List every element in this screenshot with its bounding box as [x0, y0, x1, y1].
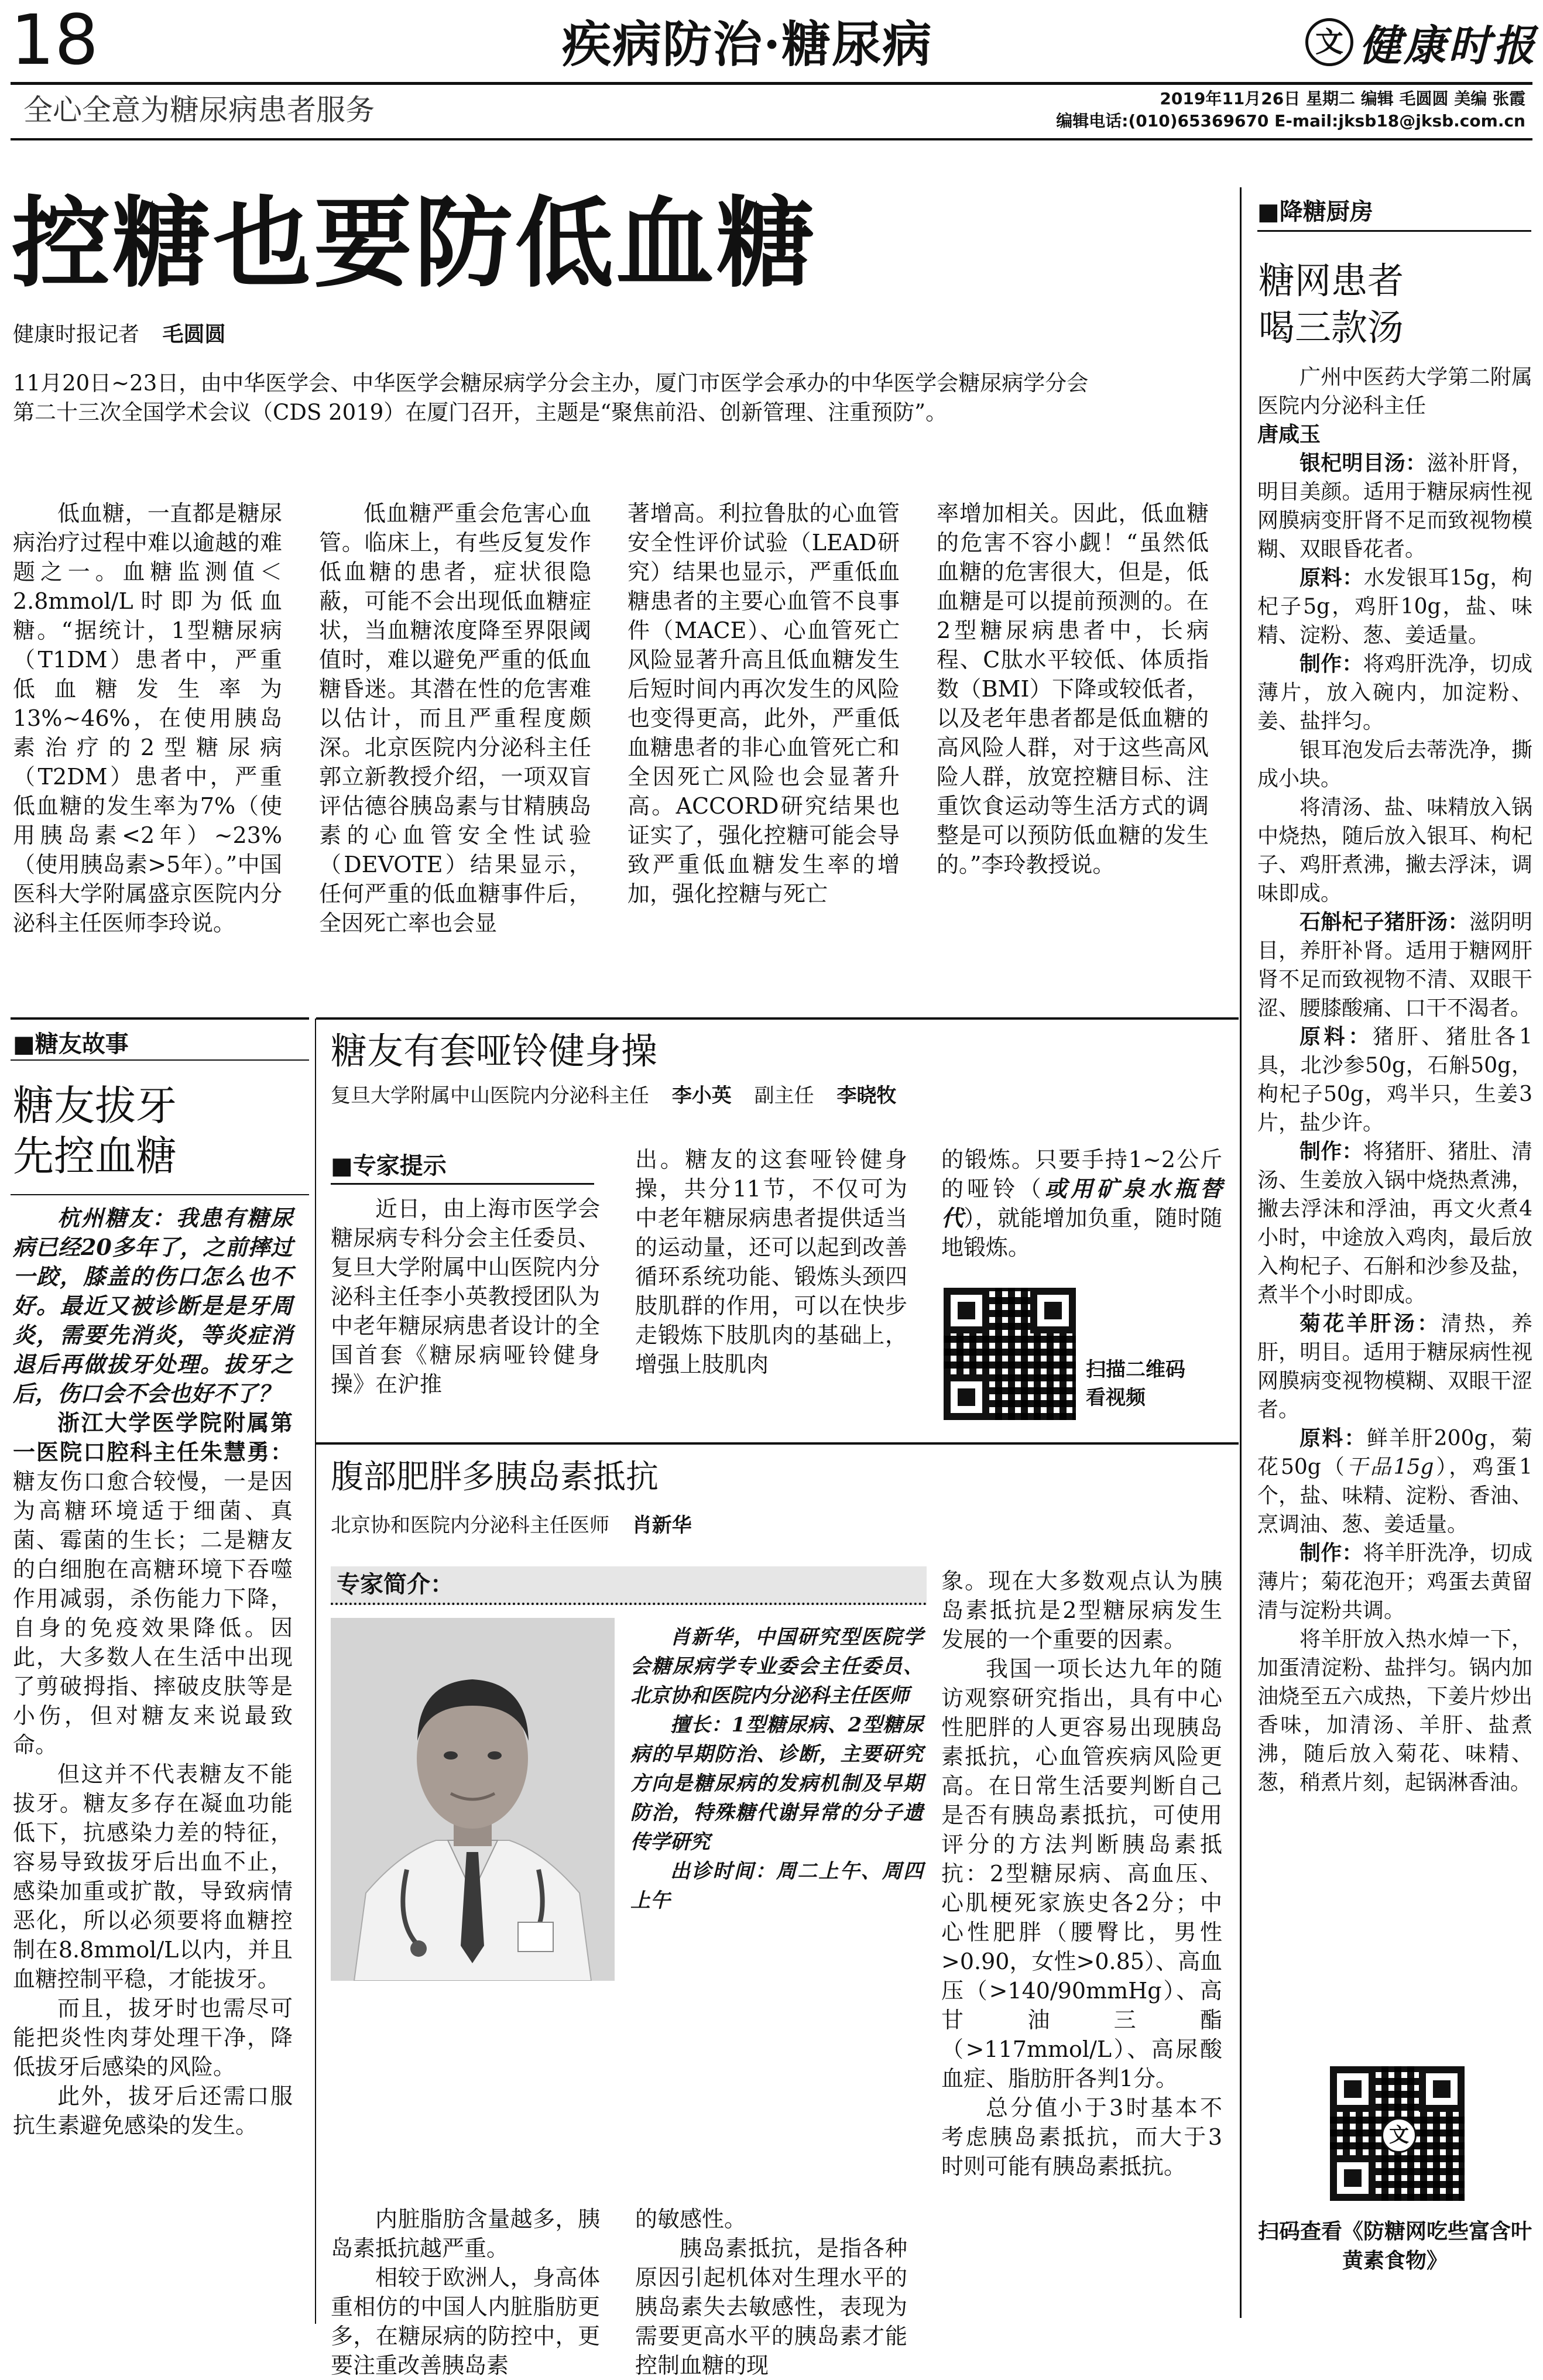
recipe-2-desc: 滋阴明目，养肝补肾。适用于糖网肝肾不足而致视物不清、双眼干涩、腰膝酸痛、口干不渴者。: [1257, 910, 1532, 1020]
story-rule-top: [11, 1017, 309, 1020]
story-p2: 但这并不代表糖友不能拔牙。糖友多存在凝血功能低下，抗感染力差的特征，容易导致拔牙后出血不止，感染加重或扩散，导致病情恶化，所以必须要将血糖控制在8.8mmol/L以内，并且血糖控制平稳，才能拔牙。: [13, 1761, 293, 1992]
byline-prefix: 健康时报记者: [13, 323, 140, 347]
recipe-1-name: 银杞明目汤：: [1299, 451, 1427, 475]
dumbbell-col-3-a: 的锻炼。只要手持1~2公斤的哑铃（: [941, 1147, 1222, 1202]
editor-contact: 编辑电话:(010)65369670 E-mail:jksb18@jksb.com.cn: [1056, 111, 1525, 131]
main-col-1: [13, 499, 282, 938]
logo-text: 健康时报: [1359, 20, 1538, 70]
dumbbell-col-2: [635, 1145, 907, 1379]
video-qr-code[interactable]: [944, 1288, 1076, 1420]
main-col-2-text: 低血糖严重会危害心血管。临床上，有些反复发作低血糖的患者，症状很隐蔽，可能不会出现低血糖症状，当血糖浓度降至界限阈值时，难以避免严重的低血糖昏迷。其潜在性的危害难以估计，而且严重程度颇深。北京医院内分泌科主任郭立新教授介绍，一项双盲评估德谷胰岛素与甘精胰岛素的心血管安全性试验（DEVOTE）结果显示，任何严重的低血糖事件后，全因死亡率也会显: [319, 500, 591, 936]
obesity-c2-p2: 胰岛素抵抗，是指各种原因引起机体对生理水平的胰岛素失去敏感性，表现为需要更高水平的胰岛素才能控制血糖的现: [635, 2235, 907, 2378]
recipe-qr-code[interactable]: [1330, 2066, 1465, 2201]
recipe-1-method-3: 将清汤、盐、味精放入锅中烧热，随后放入银耳、枸杞子、鸡肝煮沸，撇去浮沫，调味即成。: [1257, 795, 1532, 906]
expert-hours-label: 出诊时间：: [670, 1860, 776, 1883]
qr-finder-bl: [944, 1374, 989, 1420]
story-title: [13, 1081, 177, 1181]
expert-tip-text: 专家提示: [352, 1153, 447, 1179]
dumbbell-col-3-b: ），就能增加负重，随时随地锻炼。: [941, 1205, 1222, 1260]
dumbbell-col-3: [941, 1145, 1222, 1262]
obesity-c3-p1: 象。现在大多数观点认为胰岛素抵抗是2型糖尿病发生发展的一个重要的因素。: [941, 1568, 1222, 1652]
recipes-title: [1259, 258, 1404, 351]
recipe-2-name: 石斛杞子猪肝汤：: [1299, 910, 1469, 934]
expert-hours: [630, 1857, 923, 1915]
recipe-3-ing-italic: 干品15g: [1346, 1455, 1434, 1479]
qr-center-logo: 文: [1381, 2118, 1417, 2153]
story-title-line-1: 糖友拔牙: [13, 1082, 177, 1130]
dumbbell-headline: 糖友有套哑铃健身操: [331, 1030, 658, 1072]
right-column-rule: [1240, 187, 1242, 2318]
recipe-3-ingredients: [1257, 1424, 1532, 1539]
main-col-1-text: 低血糖，一直都是糖尿病治疗过程中难以逾越的难题之一。血糖监测值＜2.8mmol/L时即为低血糖。“据统计，1型糖尿病（T1DM）患者中，严重低血糖发生率为13%~46%，在使用胰岛素治疗的2型糖尿病（T2DM）患者中，严重低血糖的发生率为7%（使用胰岛素<2年）~23%（使用胰岛素>5年）。”中国医科大学附属盛京医院内分泌科主任医师李玲说。: [13, 500, 282, 936]
obesity-rule-top: [316, 1442, 1239, 1445]
story-label: [13, 1026, 129, 1059]
recipe-1-intro: [1257, 449, 1532, 564]
recipes-label-marker: ■: [1257, 198, 1280, 225]
recipe-3-method-text: 将羊肝洗净，切成薄片；菊花泡开；鸡蛋去黄留清与淀粉共调。: [1257, 1541, 1532, 1623]
recipe-1-ing-label: 原料：: [1299, 566, 1364, 590]
doctor-portrait-icon: [331, 1618, 615, 1981]
expert-bio-label: 专家简介：: [331, 1566, 927, 1605]
story-body: [13, 1203, 293, 2140]
recipe-3-ing-b: ），鸡蛋1个，盐、味精、淀粉、香油、烹调油、葱、姜适量。: [1257, 1455, 1532, 1537]
header-rule-bottom: [11, 138, 1532, 140]
dumbbell-byline-name2: 李晓牧: [836, 1084, 897, 1107]
obesity-col-2: [635, 2204, 907, 2380]
recipe-3-method: [1257, 1539, 1532, 1625]
recipes-title-line-2: 喝三款汤: [1259, 306, 1404, 349]
expert-hours-text: 周二上午、周四上午: [630, 1860, 924, 1912]
recipe-3-ing-label: 原料：: [1299, 1426, 1367, 1450]
expert-bio-box: [331, 1566, 927, 2181]
recipes-title-line-1: 糖网患者: [1259, 259, 1404, 302]
recipe-qr-caption: 扫码查看《防糖网吃些富含叶黄素食物》: [1257, 2220, 1532, 2273]
main-col-4: [937, 499, 1209, 879]
recipe-3-method-label: 制作：: [1299, 1541, 1363, 1565]
recipe-2-ingredients: [1257, 1023, 1532, 1137]
recipe-3-desc: 清热，养肝，明目。适用于糖尿病性视网膜病变视物模糊、双眼干涩者。: [1257, 1312, 1532, 1422]
obesity-byline-name: 肖新华: [632, 1514, 692, 1537]
expert-bio-text: [630, 1623, 923, 1915]
story-p4: 此外，拔牙后还需口服抗生素避免感染的发生。: [13, 2083, 293, 2138]
recipes-author-name: 唐咸玉: [1257, 423, 1321, 447]
main-col-3-text: 著增高。利拉鲁肽的心血管安全性评价试验（LEAD研究）结果也显示，严重低血糖患者的主要心血管不良事件（MACE）、心血管死亡风险显著升高且低血糖发生后短时间内再次发生的风险也变得更高，此外，严重低血糖患者的非心血管死亡和全因死亡风险也会显著升高。ACCORD研究结果也证实了，强化控糖可能会导致严重低血糖发生率的增加，强化控糖与死亡: [628, 500, 900, 907]
story-answerer: [13, 1408, 293, 1760]
obesity-c1-p1: 内脏脂肪含量越多，胰岛素抵抗越严重。: [331, 2206, 600, 2261]
main-col-4-text: 率增加相关。因此，低血糖的危害不容小觑！“虽然低血糖的危害很大，但是，低血糖是可以提前预测的。在2型糖尿病患者中，长病程、C肽水平较低、体质指数（BMI）下降或较低者，以及老年患者都是低血糖的高风险人群，对于这些高风险人群，放宽控糖目标、注重饮食运动等生活方式的调整是可以预防低血糖的发生的。”李玲教授说。: [937, 500, 1209, 877]
expert-photo: [331, 1618, 615, 1981]
recipe-1-method-2: 银耳泡发后去蒂洗净，撕成小块。: [1257, 738, 1532, 791]
qr-finder-tr: [1030, 1288, 1076, 1333]
story-label-text: 糖友故事: [35, 1031, 129, 1058]
page-number: 18: [11, 0, 99, 80]
story-answerer-text: 浙江大学医学院附属第一医院口腔科主任朱慧勇：: [13, 1410, 293, 1465]
obesity-c3-p3: 总分值小于3时基本不考虑胰岛素抵抗，而大于3时则可能有胰岛素抵抗。: [941, 2095, 1222, 2179]
date-editors: 2019年11月26日 星期二 编辑 毛圆圆 美编 张霞: [1160, 89, 1525, 108]
main-col-2: [319, 499, 591, 938]
logo-mark: 文: [1305, 18, 1353, 66]
header-rule-top: [11, 82, 1532, 85]
recipe-1-ingredients: [1257, 564, 1532, 650]
obesity-col-3: [941, 1566, 1222, 2181]
recipe-1-method-text: 将鸡肝洗净，切成薄片，放入碗内，加淀粉、姜、盐拌匀。: [1257, 652, 1532, 733]
dumbbell-col-1: [331, 1194, 600, 1399]
recipe-3-intro: [1257, 1309, 1532, 1424]
obesity-col-1: [331, 2204, 600, 2380]
recipes-author-org: 广州中医药大学第二附属医院内分泌科主任: [1257, 365, 1532, 418]
masthead-logo: [1305, 13, 1537, 71]
recipes-label: [1257, 193, 1531, 232]
dumbbell-col-2-text: 出。糖友的这套哑铃健身操，共分11节，不仅可为中老年糖尿病患者提供适当的运动量，还可以起到改善循环系统功能、锻炼头颈四肢肌群的作用，可以在快步走锻炼下肢肌肉的基础上，增强上肢肌肉: [635, 1147, 907, 1377]
qr-finder-bl-2: [1330, 2155, 1376, 2201]
dumbbell-byline-title2: 副主任: [754, 1084, 814, 1107]
recipe-2-method-label: 制作：: [1299, 1140, 1363, 1164]
story-rule-label: [11, 1059, 309, 1061]
qr-finder-tr-2: [1419, 2066, 1465, 2112]
story-label-marker: ■: [13, 1031, 35, 1058]
dumbbell-rule-top: [316, 1017, 1239, 1020]
dumbbell-byline-org: 复旦大学附属中山医院内分泌科主任: [331, 1084, 649, 1107]
dumbbell-col-3-italic: 或用矿泉水瓶替代: [941, 1175, 1222, 1231]
qr-finder-tl-2: [1330, 2066, 1376, 2112]
expert-tip-label: [331, 1147, 594, 1185]
obesity-byline-org: 北京协和医院内分泌科主任医师: [331, 1514, 609, 1537]
qr-finder-tl: [944, 1288, 989, 1333]
dumbbell-byline: [331, 1083, 896, 1109]
recipe-1-method-label: 制作：: [1299, 652, 1363, 676]
byline-name: 毛圆圆: [162, 322, 226, 347]
story-p3: 而且，拔牙时也需尽可能把炎性肉芽处理干净，降低拔牙后感染的风险。: [13, 1995, 293, 2080]
recipe-2-intro: [1257, 908, 1532, 1023]
recipe-2-method-text: 将猪肝、猪肚、清汤、生姜放入锅中烧热煮沸，撇去浮沫和浮油，再文火煮4小时，中途放入鸡肉，最后放入枸杞子、石斛和沙参及盐，煮半个小时即成。: [1257, 1140, 1532, 1307]
recipe-1-desc: 滋补肝肾，明目美颜。适用于糖尿病性视网膜病变肝肾不足而致视物模糊、双眼昏花者。: [1257, 451, 1532, 561]
recipe-3-name: 菊花羊肝汤：: [1299, 1312, 1441, 1336]
dumbbell-col-3-text: [941, 1145, 1222, 1262]
story-rule-title: [11, 1194, 309, 1195]
story-question: 杭州糖友：我患有糖尿病已经20多年了，之前摔过一跤，膝盖的伤口怎么也不好。最近又被诊断是是牙周炎，需要先消炎，等炎症消退后再做拔牙处理。拔牙之后，伤口会不会也好不了？: [13, 1205, 293, 1407]
obesity-c1-p2: 相较于欧洲人，身高体重相仿的中国人内脏脂肪更多，在糖尿病的防控中，更要注重改善胰岛素: [331, 2265, 600, 2378]
expert-specialty-label: 擅长：: [670, 1713, 732, 1737]
recipe-1-method: [1257, 650, 1532, 736]
recipe-1-ing-text: 水发银耳15g，枸杞子5g，鸡肝10g，盐、味精、淀粉、葱、姜适量。: [1257, 566, 1532, 647]
expert-bio-name: 肖新华，中国研究型医院学会糖尿病学专业委会主任委员、北京协和医院内分泌科主任医师: [630, 1625, 923, 1707]
recipe-3-ing-a: 鲜羊肝200g，菊花50g（: [1257, 1426, 1532, 1479]
story-p1: 糖友伤口愈合较慢，一是因为高糖环境适于细菌、真菌、霉菌的生长；二是糖友的白细胞在高糖环境下吞噬作用减弱，杀伤能力下降，自身的免疫效果降低。因此，大多数人在生活中出现了剪破拇指、摔破皮肤等是小伤，但对糖友来说最致命。: [13, 1469, 293, 1758]
expert-tip-marker: ■: [331, 1153, 353, 1179]
obesity-c3-p2: 我国一项长达九年的随访观察研究指出，具有中心性肥胖的人更容易出现胰岛素抵抗，心血管疾病风险更高。在日常生活要判断自己是否有胰岛素抵抗，可使用评分的方法判断胰岛素抵抗：2型糖尿病、高血压、心肌梗死家族史各2分；中心性肥胖（腰臀比，男性>0.90，女性>0.85）、高血压（>140/90mmHg）、高甘油三酯（>117mmol/L）、高尿酸血症、脂肪肝各判1分。: [941, 1656, 1222, 2091]
recipe-2-ing-label: 原料：: [1299, 1025, 1373, 1049]
video-qr-caption: 扫描二维码看视频: [1086, 1358, 1185, 1410]
dumbbell-byline-name1: 李小英: [671, 1084, 732, 1107]
recipes-label-text: 降糖厨房: [1279, 198, 1373, 225]
story-title-line-2: 先控血糖: [13, 1132, 177, 1180]
main-lead: 11月20日~23日，由中华医学会、中华医学会糖尿病学分会主办，厦门市医学会承办的中华医学会糖尿病学分会第二十三次全国学术会议（CDS 2019）在厦门召开，主题是“聚焦前沿、创新管理、注重预防”。: [13, 371, 1089, 425]
main-byline: [13, 321, 225, 348]
section-title: 疾病防治·糖尿病: [562, 15, 933, 73]
tagline: 全心全意为糖尿病患者服务: [23, 93, 375, 127]
expert-specialty: [630, 1710, 923, 1857]
dumbbell-col-1-text: 近日，由上海市医学会糖尿病专科分会主任委员、复旦大学附属中山医院内分泌科主任李小英教授团队为中老年糖尿病患者设计的全国首套《糖尿病哑铃健身操》在沪推: [331, 1196, 600, 1397]
recipe-2-ing-text: 猪肝、猪肚各1具，北沙参50g，石斛50g，枸杞子50g，鸡半只，生姜3片，盐少许。: [1257, 1025, 1532, 1135]
main-headline: 控糖也要防低血糖: [12, 185, 817, 301]
expert-specialty-text: 1型糖尿病、2型糖尿病的早期防治、诊断，主要研究方向是糖尿病的发病机制及早期防治，特殊糖代谢异常的分子遗传学研究: [630, 1713, 923, 1854]
recipe-3-method-2: 将羊肝放入热水焯一下，加蛋清淀粉、盐拌匀。锅内加油烧至五六成热，下姜片炒出香味，加清汤、羊肝、盐煮沸，随后放入菊花、味精、葱，稍煮片刻，起锅淋香油。: [1257, 1627, 1532, 1795]
recipe-2-method: [1257, 1137, 1532, 1309]
obesity-c2-p1: 的敏感性。: [635, 2206, 747, 2232]
recipes-body: [1257, 363, 1532, 1797]
story-vertical-rule: [315, 1018, 316, 2324]
obesity-headline: 腹部肥胖多胰岛素抵抗: [331, 1458, 659, 1496]
obesity-byline: [331, 1513, 692, 1538]
main-col-3: [628, 499, 900, 908]
